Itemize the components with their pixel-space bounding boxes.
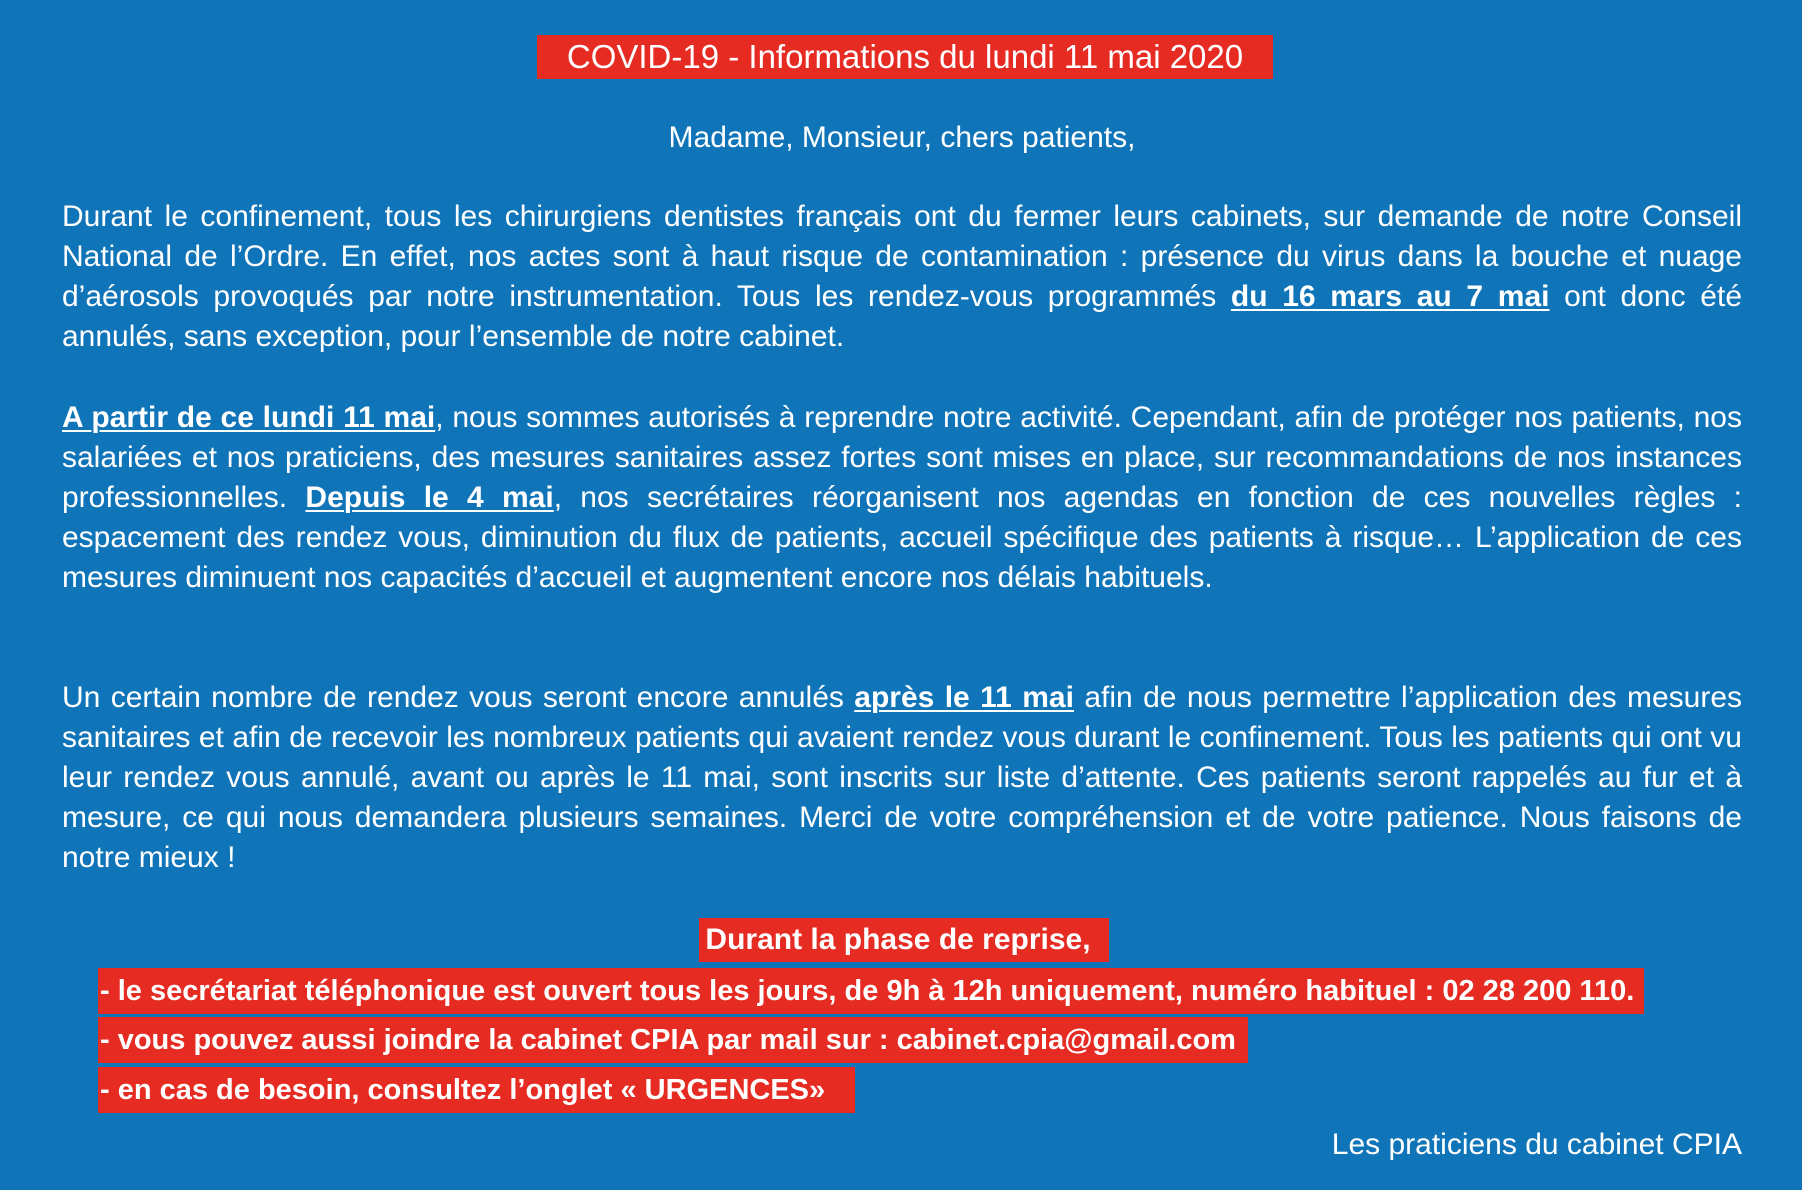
paragraph-cancellations [62, 678, 1742, 878]
date-highlight-reopening: A partir de ce lundi 11 mai [62, 401, 436, 434]
reprise-item-urgences: - en cas de besoin, consultez l’onglet « URGENCES» [98, 1067, 855, 1113]
signature: Les praticiens du cabinet CPIA [1331, 1128, 1742, 1161]
paragraph-text: Un certain nombre de rendez vous seront encore annulés [62, 681, 855, 714]
announcement-page [62, 0, 1742, 1190]
reprise-heading: Durant la phase de reprise, [699, 918, 1108, 962]
paragraph-confinement [62, 197, 1742, 357]
paragraph-text: afin de nous permettre l’application des mesures sanitaires et afin de recevoir les nombreux patients qui avaient rendez vous durant le confinement. Tous les patients qui ont vu leur rendez vous annulé, avant ou après le 11 mai, sont inscrits sur liste d’attente. Ces patients seront rappelés au fur et à mesure, ce qui nous demandera plusieurs semaines. Merci de votre compréhension et de votre patience. Nous faisons de notre mieux ! [62, 681, 1742, 874]
date-highlight-closure: du 16 mars au 7 mai [1230, 280, 1550, 313]
reprise-item-phone: - le secrétariat téléphonique est ouvert tous les jours, de 9h à 12h uniquement, numéro habituel : 02 28 200 110. [98, 968, 1644, 1014]
date-highlight-reorganisation: Depuis le 4 mai [305, 481, 554, 514]
greeting: Madame, Monsieur, chers patients, [668, 121, 1136, 154]
paragraph-text: ont donc été annulés, sans exception, pour l’ensemble de notre cabinet. [62, 280, 1743, 353]
reprise-heading-container [62, 918, 1742, 962]
date-highlight-after: après le 11 mai [854, 681, 1074, 714]
title-container [62, 35, 1742, 79]
page-title: COVID-19 - Informations du lundi 11 mai 2020 [537, 35, 1273, 79]
paragraph-reopening [62, 398, 1742, 598]
paragraph-text: , nos secrétaires réorganisent nos agendas en fonction de ces nouvelles règles : espacement des rendez vous, diminution du flux de patients, accueil spécifique des patients à risque… L’application de ces mesures diminuent nos capacités d’accueil et augmentent encore nos délais habituels. [62, 481, 1743, 594]
reprise-item-email: - vous pouvez aussi joindre la cabinet CPIA par mail sur : cabinet.cpia@gmail.com [98, 1017, 1248, 1063]
paragraph-text: Durant le confinement, tous les chirurgiens dentistes français ont du fermer leurs cabinets, sur demande de notre Conseil National de l’Ordre. En effet, nos actes sont à haut risque de contamination : présence du virus dans la bouche et nuage d’aérosols provoqués par notre instrumentation. Tous les rendez-vous programmés [62, 200, 1742, 313]
paragraph-text: , nous sommes autorisés à reprendre notre activité. Cependant, afin de protéger nos patients, nos salariées et nos praticiens, des mesures sanitaires assez fortes sont mises en place, sur recommandations de nos instances professionnelles. [62, 401, 1742, 514]
